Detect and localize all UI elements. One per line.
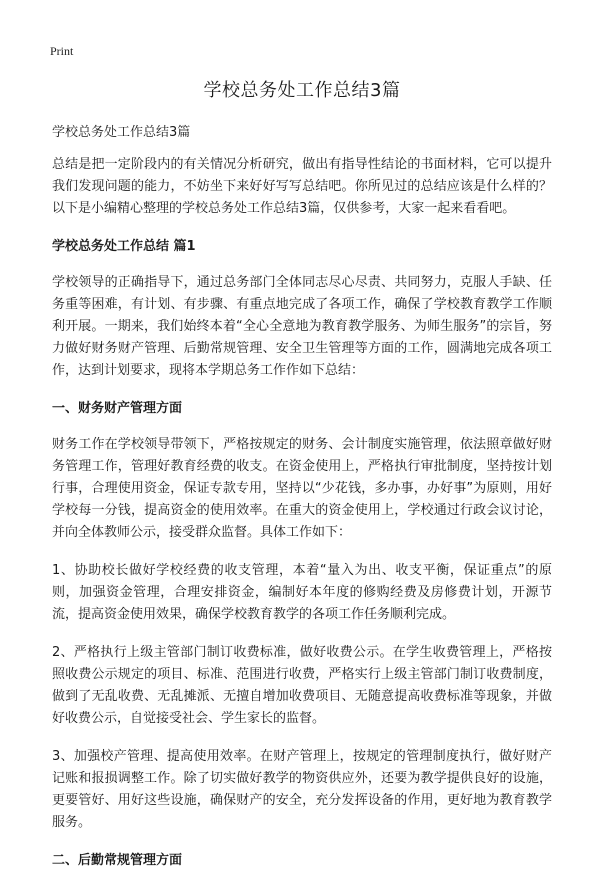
- heading-finance: 一、财务财产管理方面: [52, 401, 183, 416]
- finance-item-2: 2、严格执行上级主管部门制订收费标准，做好收费公示。在学生收费管理上，严格按照收费公示规定的项目、标准、范围进行收费，严格实行上级主管部门制订收费制度，做到了无乱收费、无乱摊派、无擅自增加收费项目、无随意提高收费标准等现象，并做好收费公示，自觉接受社会、学生家长的监督。: [52, 645, 552, 726]
- intro-paragraph: 总结是把一定阶段内的有关情况分析研究，做出有指导性结论的书面材料，它可以提升我们发现问题的能力，不妨坐下来好好写写总结吧。你所见过的总结应该是什么样的？以下是小编精心整理的学校总务处工作总结3篇，仅供参考，大家一起来看看吧。: [52, 157, 552, 216]
- print-link[interactable]: Print: [50, 44, 74, 58]
- section-heading-part1: 学校总务处工作总结 篇1: [52, 239, 196, 254]
- finance-paragraph: 财务工作在学校领导带领下，严格按规定的财务、会计制度实施管理，依法照章做好财务管理工作，管理好教育经费的收支。在资金使用上，严格执行审批制度，坚持按计划行事，合理使用资金，保证专款专用，坚持以“少花钱，多办事，办好事”为原则，用好学校每一分钱，提高资金的使用效率。在重大的资金使用上，学校通过行政会议讨论，并向全体教师公示，接受群众监督。具体工作如下：: [52, 437, 552, 540]
- finance-item-3: 3、加强校产管理、提高使用效率。在财产管理上，按规定的管理制度执行，做好财产记账和报损调整工作。除了切实做好教学的物资供应外，还要为教学提供良好的设施，更要管好、用好这些设施，确保财产的安全，充分发挥设备的作用，更好地为教育教学服务。: [52, 749, 552, 830]
- heading-logistics: 二、后勤常规管理方面: [52, 853, 183, 868]
- document-body: [52, 78, 552, 886]
- document-subtitle: 学校总务处工作总结3篇: [52, 125, 191, 140]
- document-title: 学校总务处工作总结3篇: [203, 80, 401, 101]
- finance-item-1: 1、协助校长做好学校经费的收支管理，本着“量入为出、收支平衡，保证重点”的原则，加强资金管理，合理安排资金，编制好本年度的修购经费及房修费计划，开源节流，提高资金使用效果，确保学校教育教学的各项工作任务顺利完成。: [52, 563, 552, 622]
- section1-paragraph: 学校领导的正确指导下，通过总务部门全体同志尽心尽责、共同努力，克服人手缺、任务重等困难，有计划、有步骤、有重点地完成了各项工作，确保了学校教育教学工作顺利开展。一期来，我们始终本着“全心全意地为教育教学服务、为师生服务”的宗旨，努力做好财务财产管理、后勤常规管理、安全卫生管理等方面的工作，圆满地完成各项工作，达到计划要求，现将本学期总务工作作如下总结：: [52, 275, 552, 378]
